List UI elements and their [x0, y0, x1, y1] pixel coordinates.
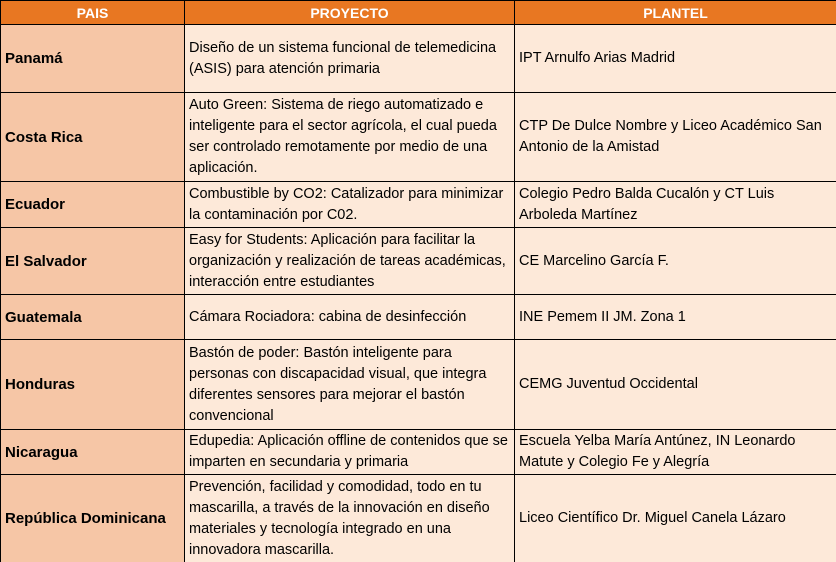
- table-row: [1, 295, 836, 340]
- school-cell: CE Marcelino García F.: [515, 228, 836, 295]
- school-cell: Colegio Pedro Balda Cucalón y CT Luis Arboleda Martínez: [515, 182, 836, 228]
- header-row: [1, 1, 836, 25]
- table-row: [1, 430, 836, 475]
- table-row: [1, 93, 836, 182]
- header-pais: PAIS: [1, 1, 185, 25]
- project-cell: Auto Green: Sistema de riego automatizado e inteligente para el sector agrícola, el cual pueda ser controlado remotamente por medio de una aplicación.: [185, 93, 515, 182]
- project-cell: Diseño de un sistema funcional de telemedicina (ASIS) para atención primaria: [185, 25, 515, 93]
- country-cell: Guatemala: [1, 295, 185, 340]
- table-row: [1, 228, 836, 295]
- project-cell: Cámara Rociadora: cabina de desinfección: [185, 295, 515, 340]
- school-cell: CTP De Dulce Nombre y Liceo Académico San Antonio de la Amistad: [515, 93, 836, 182]
- project-cell: Prevención, facilidad y comodidad, todo en tu mascarilla, a través de la innovación en diseño materiales y tecnología integrado en una innovadora mascarilla.: [185, 475, 515, 562]
- country-cell: Ecuador: [1, 182, 185, 228]
- header-proyecto: PROYECTO: [185, 1, 515, 25]
- school-cell: IPT Arnulfo Arias Madrid: [515, 25, 836, 93]
- country-cell: Nicaragua: [1, 430, 185, 475]
- country-cell: Panamá: [1, 25, 185, 93]
- school-cell: INE Pemem II JM. Zona 1: [515, 295, 836, 340]
- project-cell: Easy for Students: Aplicación para facilitar la organización y realización de tareas académicas, interacción entre estudiantes: [185, 228, 515, 295]
- school-cell: Liceo Científico Dr. Miguel Canela Lázaro: [515, 475, 836, 562]
- country-cell: Honduras: [1, 340, 185, 430]
- school-cell: CEMG Juventud Occidental: [515, 340, 836, 430]
- project-cell: Combustible by CO2: Catalizador para minimizar la contaminación por C02.: [185, 182, 515, 228]
- table-row: [1, 475, 836, 562]
- header-plantel: PLANTEL: [515, 1, 836, 25]
- country-cell: República Dominicana: [1, 475, 185, 562]
- table-row: [1, 340, 836, 430]
- table-row: [1, 182, 836, 228]
- project-cell: Bastón de poder: Bastón inteligente para personas con discapacidad visual, que integra diferentes sensores para mejorar el bastón convencional: [185, 340, 515, 430]
- table-row: [1, 25, 836, 93]
- country-cell: El Salvador: [1, 228, 185, 295]
- country-cell: Costa Rica: [1, 93, 185, 182]
- project-cell: Edupedia: Aplicación offline de contenidos que se imparten en secundaria y primaria: [185, 430, 515, 475]
- school-cell: Escuela Yelba María Antúnez, IN Leonardo Matute y Colegio Fe y Alegría: [515, 430, 836, 475]
